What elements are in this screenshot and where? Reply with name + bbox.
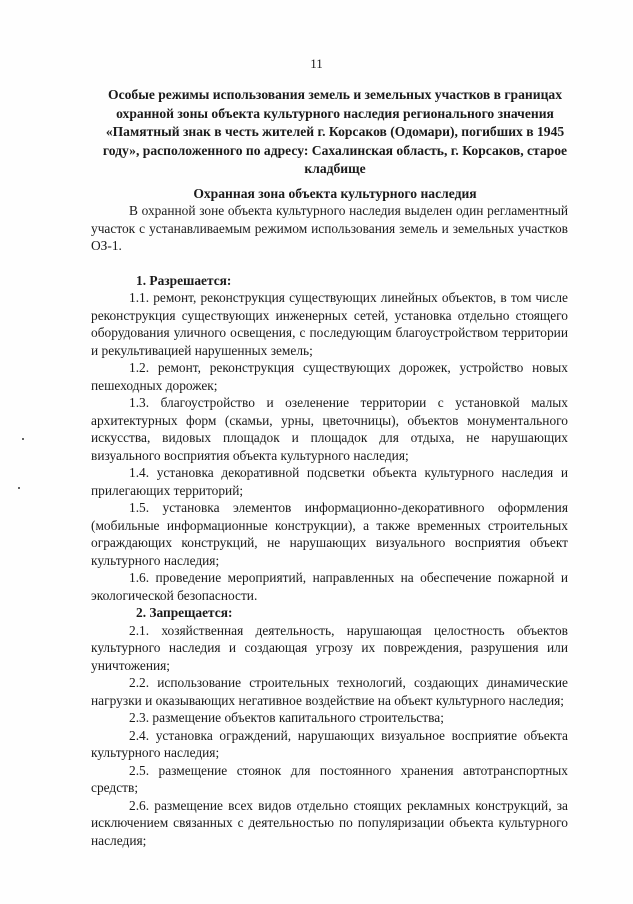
permitted-item: 1.5. установка элементов информационно-декоративного оформления (мобильные информационные конструкции), а также временных строительных ограждающих конструкций, не нарушающих визуального восприятия объект культурного наследия;	[91, 500, 568, 568]
intro-paragraph: В охранной зоне объекта культурного наследия выделен один регламентный участок с устанавливаемым режимом использования земель и земельных участков ОЗ-1.	[91, 203, 568, 253]
section-heading: Охранная зона объекта культурного наследия	[193, 186, 477, 201]
permitted-item: 1.3. благоустройство и озеленение территории с установкой малых архитектурных форм (скамьи, урны, цветочницы), объектов монументального искусства, видовых площадок и площадок для отдыха, не нарушающих визуального восприятия объекта культурного наследия;	[91, 395, 568, 463]
document-title: Особые режимы использования земель и земельных участков в границах охранной зоны объекта культурного наследия регионального значения «Памятный знак в честь жителей г. Корсаков (Одомари), погибших в 1945 году», расположенного по адресу: Сахалинская область, г. Корсаков, старое кладбище	[102, 87, 568, 177]
permitted-item: 1.1. ремонт, реконструкция существующих линейных объектов, в том числе реконструкция существующих инженерных сетей, установка отдельно стоящего оборудования уличного освещения, с последующим благоустройством территории и рекультивацией нарушенных земель;	[91, 290, 568, 358]
scan-speck	[22, 438, 24, 440]
permitted-item: 1.2. ремонт, реконструкция существующих дорожек, устройство новых пешеходных дорожек;	[91, 360, 568, 393]
scan-speck	[18, 487, 20, 489]
prohibited-item: 2.1. хозяйственная деятельность, нарушающая целостность объектов культурного наследия и создающая угрозу их повреждения, разрушения или уничтожения;	[91, 622, 568, 673]
prohibited-item: 2.3. размещение объектов капитального строительства;	[129, 710, 444, 725]
prohibited-item: 2.5. размещение стоянок для постоянного хранения автотранспортных средств;	[91, 762, 568, 795]
permitted-heading: 1. Разрешается:	[136, 272, 232, 288]
prohibited-item: 2.4. установка ограждений, нарушающих визуальное восприятие объекта культурного наследия;	[91, 727, 568, 760]
permitted-item: 1.6. проведение мероприятий, направленных на обеспечение пожарной и экологической безопасности.	[91, 570, 568, 603]
document-body	[91, 202, 568, 849]
page-number: 11	[310, 56, 323, 71]
prohibited-item: 2.2. использование строительных технологий, создающих динамические нагрузки и оказывающих негативное воздействие на объект культурного наследия;	[91, 675, 568, 708]
permitted-item: 1.4. установка декоративной подсветки объекта культурного наследия и прилегающих территорий;	[91, 465, 568, 498]
prohibited-heading: 2. Запрещается:	[136, 605, 233, 620]
prohibited-item: 2.6. размещение всех видов отдельно стоящих рекламных конструкций, за исключением связанных с деятельностью по популяризации объекта культурного наследия;	[91, 797, 568, 848]
